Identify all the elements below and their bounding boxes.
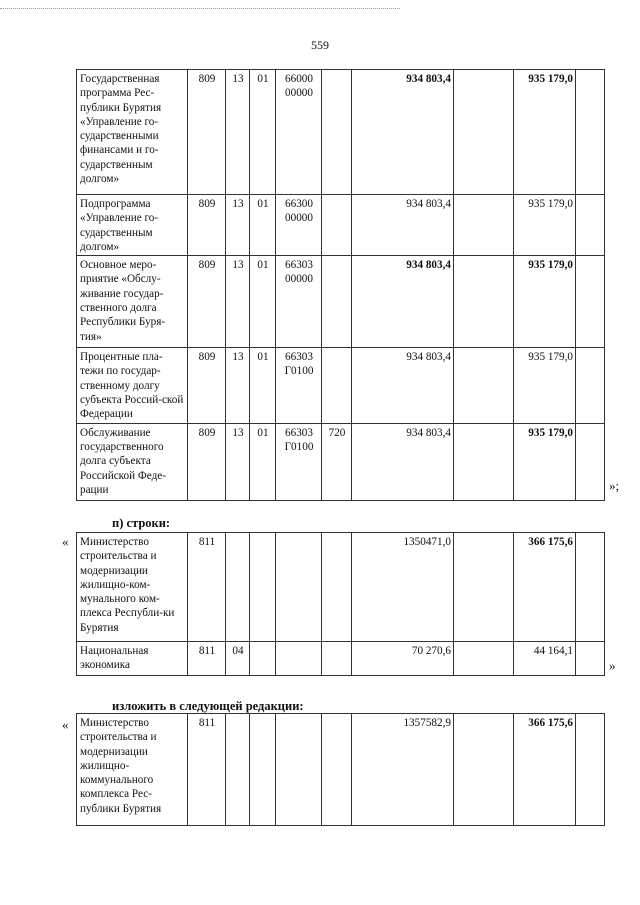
cell-gr: 809 [188, 423, 226, 500]
cell-gr: 809 [188, 70, 226, 195]
cell-pr: 01 [250, 195, 276, 256]
cell-gr: 809 [188, 256, 226, 348]
opening-quote: « [62, 534, 69, 549]
top-scan-rule [0, 8, 400, 9]
cell-csr: 66303 Г0100 [276, 423, 322, 500]
table-row [77, 348, 605, 423]
cell-rz [226, 533, 250, 642]
page-number: 559 [311, 38, 329, 52]
cell-amount-1: 934 803,4 [352, 256, 454, 348]
row-name: Процентные пла-тежи по государ-ственному долгу субъекта Россий-ской Федерации [77, 348, 188, 423]
row-name: Министерство строительства и модернизации жилищно-ком-мунального ком-плекса Республи-ки Бурятия [77, 533, 188, 642]
row-name: Подпрограмма «Управление го-сударственным долгом» [77, 195, 188, 256]
cell-rz: 13 [226, 70, 250, 195]
cell-vr [322, 714, 352, 826]
cell-gr: 811 [188, 714, 226, 826]
cell-gr: 811 [188, 642, 226, 676]
cell-rz: 13 [226, 256, 250, 348]
table-row [77, 714, 605, 826]
cell-amount-2: 935 179,0 [514, 195, 576, 256]
closing-quote: » [609, 658, 616, 673]
cell-pr [250, 533, 276, 642]
cell-gr: 811 [188, 533, 226, 642]
section-heading: п) строки: [112, 516, 171, 530]
budget-table-new-rows [76, 713, 605, 826]
cell-csr [276, 642, 322, 676]
table-row [77, 256, 605, 348]
table-row [77, 423, 605, 500]
cell-empty [576, 70, 605, 195]
cell-gr: 809 [188, 195, 226, 256]
cell-empty [454, 533, 514, 642]
cell-vr [322, 195, 352, 256]
cell-amount-2: 366 175,6 [514, 533, 576, 642]
section-heading: изложить в следующей редакции: [112, 699, 304, 713]
cell-empty [576, 642, 605, 676]
cell-amount-2: 935 179,0 [514, 70, 576, 195]
cell-empty [454, 423, 514, 500]
cell-csr: 66303 00000 [276, 256, 322, 348]
cell-rz: 04 [226, 642, 250, 676]
cell-empty [576, 533, 605, 642]
cell-amount-1: 934 803,4 [352, 348, 454, 423]
cell-csr: 66303 Г0100 [276, 348, 322, 423]
cell-pr [250, 714, 276, 826]
cell-empty [576, 714, 605, 826]
cell-gr: 809 [188, 348, 226, 423]
cell-empty [454, 348, 514, 423]
table-row [77, 533, 605, 642]
closing-quote: »; [609, 478, 620, 493]
opening-quote: « [62, 717, 69, 732]
cell-amount-1: 70 270,6 [352, 642, 454, 676]
table-row [77, 70, 605, 195]
cell-empty [454, 70, 514, 195]
table-row [77, 195, 605, 256]
cell-vr [322, 642, 352, 676]
cell-rz: 13 [226, 348, 250, 423]
row-name: Основное меро-приятие «Обслу-живание государ-ственного долга Республики Буря-тия» [77, 256, 188, 348]
cell-csr [276, 533, 322, 642]
cell-amount-1: 934 803,4 [352, 195, 454, 256]
cell-amount-2: 44 164,1 [514, 642, 576, 676]
table-row [77, 642, 605, 676]
cell-rz [226, 714, 250, 826]
cell-pr [250, 642, 276, 676]
cell-vr: 720 [322, 423, 352, 500]
cell-empty [454, 714, 514, 826]
cell-amount-2: 366 175,6 [514, 714, 576, 826]
cell-rz: 13 [226, 423, 250, 500]
cell-amount-2: 935 179,0 [514, 348, 576, 423]
cell-amount-2: 935 179,0 [514, 256, 576, 348]
cell-rz: 13 [226, 195, 250, 256]
cell-pr: 01 [250, 348, 276, 423]
cell-csr: 66300 00000 [276, 195, 322, 256]
budget-table-old-rows [76, 532, 605, 676]
cell-empty [576, 423, 605, 500]
cell-csr: 66000 00000 [276, 70, 322, 195]
row-name: Обслуживание государственного долга субъекта Российской Феде-рации [77, 423, 188, 500]
cell-amount-1: 1357582,9 [352, 714, 454, 826]
row-name: Национальная экономика [77, 642, 188, 676]
cell-vr [322, 533, 352, 642]
cell-csr [276, 714, 322, 826]
cell-amount-1: 934 803,4 [352, 423, 454, 500]
cell-empty [454, 642, 514, 676]
cell-empty [576, 348, 605, 423]
cell-vr [322, 348, 352, 423]
row-name: Министерство строительства и модернизации жилищно-коммунального комплекса Рес-публики Бурятия [77, 714, 188, 826]
cell-amount-1: 1350471,0 [352, 533, 454, 642]
cell-empty [454, 195, 514, 256]
row-name: Государственная программа Рес-публики Бурятия «Управление го-сударственными финансами и го-сударственным долгом» [77, 70, 188, 195]
cell-pr: 01 [250, 423, 276, 500]
cell-amount-1: 934 803,4 [352, 70, 454, 195]
cell-vr [322, 256, 352, 348]
budget-table-continuation [76, 69, 605, 501]
cell-amount-2: 935 179,0 [514, 423, 576, 500]
cell-empty [454, 256, 514, 348]
cell-pr: 01 [250, 256, 276, 348]
cell-empty [576, 256, 605, 348]
cell-empty [576, 195, 605, 256]
cell-vr [322, 70, 352, 195]
cell-pr: 01 [250, 70, 276, 195]
